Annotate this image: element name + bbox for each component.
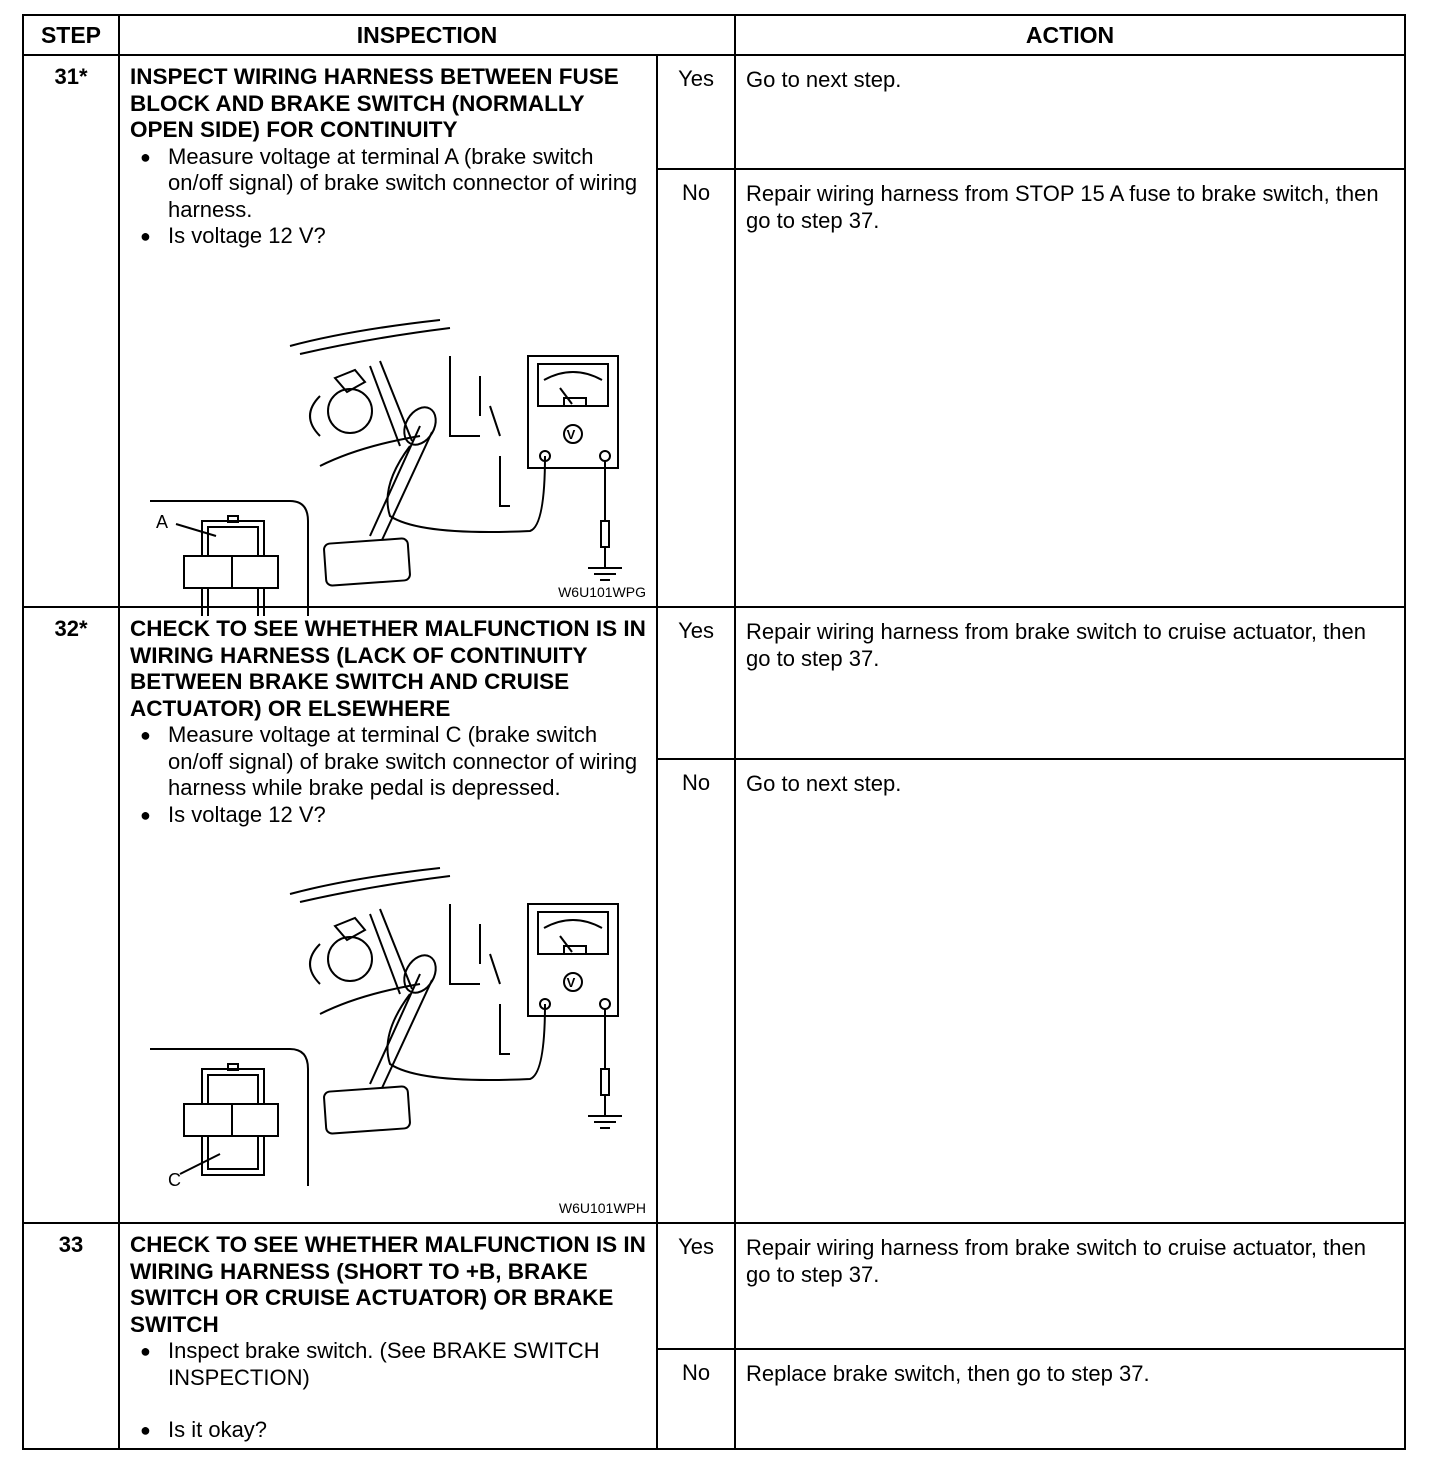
step-number: 33 (23, 1223, 119, 1449)
inspection-cell (119, 1223, 657, 1449)
bullet-item: ● Is voltage 12 V? (130, 802, 648, 829)
bullet-item: ● Measure voltage at terminal A (brake switch on/off signal) of brake switch connector of wiring harness. (130, 144, 648, 224)
bullet-item: ● Measure voltage at terminal C (brake switch on/off signal) of brake switch connector of wiring harness while brake pedal is depressed. (130, 722, 648, 802)
procedure-table (22, 14, 1406, 1450)
figure-code: W6U101WPG (558, 584, 646, 600)
action-yes: Repair wiring harness from brake switch to cruise actuator, then go to step 37. (735, 607, 1405, 759)
action-yes: Go to next step. (735, 55, 1405, 169)
inspection-title: CHECK TO SEE WHETHER MALFUNCTION IS IN WIRING HARNESS (SHORT TO +B, BRAKE SWITCH OR CRUISE ACTUATOR) OR BRAKE SWITCH (130, 1232, 646, 1337)
terminal-label: A (156, 512, 169, 532)
brake-switch-voltage-diagram (120, 864, 658, 1194)
header-action: ACTION (735, 15, 1405, 55)
answer-yes: Yes (657, 1223, 735, 1349)
action-no: Repair wiring harness from STOP 15 A fuse to brake switch, then go to step 37. (735, 169, 1405, 607)
step-number: 31* (23, 55, 119, 607)
action-no: Replace brake switch, then go to step 37. (735, 1349, 1405, 1449)
inspection-cell (119, 607, 657, 1223)
inspection-bullets (130, 722, 648, 828)
bullet-item: ● Inspect brake switch. (See BRAKE SWITCH INSPECTION) (130, 1338, 648, 1391)
meter-unit-label: V (566, 427, 576, 442)
answer-yes: Yes (657, 55, 735, 169)
brake-switch-voltage-diagram (120, 316, 658, 616)
action-no: Go to next step. (735, 759, 1405, 1223)
inspection-cell (119, 55, 657, 607)
step-33-yes-row (23, 1223, 1405, 1349)
inspection-title: INSPECT WIRING HARNESS BETWEEN FUSE BLOCK AND BRAKE SWITCH (NORMALLY OPEN SIDE) FOR CONTINUITY (130, 64, 619, 142)
action-yes: Repair wiring harness from brake switch to cruise actuator, then go to step 37. (735, 1223, 1405, 1349)
inspection-bullets (130, 144, 648, 250)
answer-no: No (657, 759, 735, 1223)
answer-no: No (657, 1349, 735, 1449)
answer-no: No (657, 169, 735, 607)
meter-unit-label: V (566, 975, 576, 990)
header-step: STEP (23, 15, 119, 55)
spacer (130, 1391, 648, 1417)
header-inspection: INSPECTION (119, 15, 735, 55)
header-row (23, 15, 1405, 55)
step-31-yes-row (23, 55, 1405, 169)
inspection-title: CHECK TO SEE WHETHER MALFUNCTION IS IN WIRING HARNESS (LACK OF CONTINUITY BETWEEN BRAKE SWITCH AND CRUISE ACTUATOR) OR ELSEWHERE (130, 616, 646, 721)
step-number: 32* (23, 607, 119, 1223)
bullet-item: ● Is it okay? (130, 1417, 648, 1444)
bullet-item: ● Is voltage 12 V? (130, 223, 648, 250)
answer-yes: Yes (657, 607, 735, 759)
terminal-label: C (168, 1170, 181, 1190)
figure-code: W6U101WPH (558, 1200, 646, 1216)
step-32-yes-row (23, 607, 1405, 759)
inspection-bullets (130, 1338, 648, 1444)
